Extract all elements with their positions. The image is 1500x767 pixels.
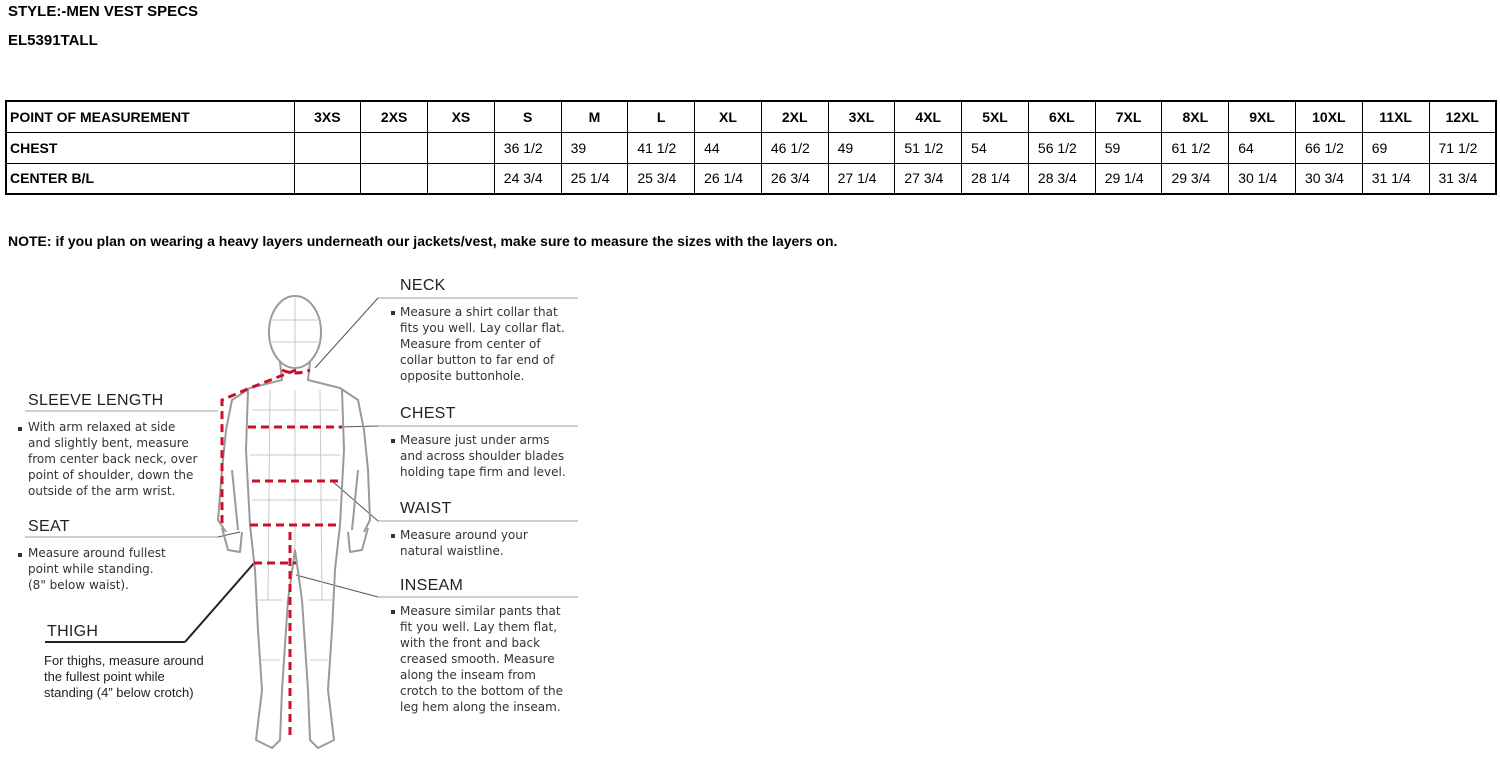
size-header: S: [494, 101, 561, 132]
size-header: L: [628, 101, 695, 132]
table-cell: [294, 132, 361, 163]
table-cell: 30 1/4: [1229, 163, 1296, 194]
size-header: 3XS: [294, 101, 361, 132]
sleeve-length-instructions: With arm relaxed at side and slightly bent, measure from center back neck, over point of shoulder, down the outside of the arm wrist.: [28, 420, 198, 498]
table-cell: 24 3/4: [494, 163, 561, 194]
inseam-heading: INSEAM: [400, 577, 464, 594]
chest-heading: CHEST: [400, 405, 456, 422]
table-cell: 61 1/2: [1162, 132, 1229, 163]
table-cell: 25 3/4: [628, 163, 695, 194]
inseam-bullet-icon: [391, 610, 395, 614]
size-header: 10XL: [1295, 101, 1362, 132]
size-header: 4XL: [895, 101, 962, 132]
table-cell: 46 1/2: [761, 132, 828, 163]
table-cell: 44: [695, 132, 762, 163]
size-header: 11XL: [1362, 101, 1429, 132]
table-cell: 30 3/4: [1295, 163, 1362, 194]
row-label: CHEST: [6, 132, 294, 163]
size-header: XL: [695, 101, 762, 132]
size-header: 2XS: [361, 101, 428, 132]
seat-bullet-icon: [18, 553, 22, 557]
table-cell: 25 1/4: [561, 163, 628, 194]
size-header: 7XL: [1095, 101, 1162, 132]
table-cell: [428, 132, 495, 163]
table-row-chest: [6, 132, 1496, 163]
size-header: 3XL: [828, 101, 895, 132]
size-header: 12XL: [1429, 101, 1496, 132]
table-cell: 27 3/4: [895, 163, 962, 194]
size-header: 6XL: [1028, 101, 1095, 132]
size-header: 9XL: [1229, 101, 1296, 132]
size-header: M: [561, 101, 628, 132]
table-cell: [428, 163, 495, 194]
waist-instructions: Measure around your natural waistline.: [400, 528, 528, 558]
table-cell: 69: [1362, 132, 1429, 163]
neck-bullet-icon: [391, 311, 395, 315]
sleeve-bullet-icon: [18, 427, 22, 431]
table-cell: [361, 163, 428, 194]
seat-instructions: Measure around fullest point while standing. (8" below waist).: [28, 546, 166, 592]
table-cell: 29 3/4: [1162, 163, 1229, 194]
table-cell: 39: [561, 132, 628, 163]
style-code: EL5391TALL: [8, 32, 98, 49]
neck-instructions: Measure a shirt collar that fits you well. Lay collar flat. Measure from center of collar button to far end of opposite buttonhole.: [400, 305, 565, 383]
corner-header: POINT OF MEASUREMENT: [6, 101, 294, 132]
table-cell: 71 1/2: [1429, 132, 1496, 163]
table-cell: 29 1/4: [1095, 163, 1162, 194]
table-cell: 49: [828, 132, 895, 163]
table-cell: 56 1/2: [1028, 132, 1095, 163]
table-cell: 36 1/2: [494, 132, 561, 163]
layering-note: NOTE: if you plan on wearing a heavy layers underneath our jackets/vest, make sure to measure the sizes with the layers on.: [8, 233, 838, 249]
size-spec-table: [5, 100, 1497, 195]
size-header: XS: [428, 101, 495, 132]
inseam-instructions: Measure similar pants that fit you well. Lay them flat, with the front and back creased smooth. Measure along the inseam from crotch to the bottom of the leg hem along the inseam.: [400, 604, 563, 714]
thigh-heading: THIGH: [47, 623, 99, 640]
size-header: 5XL: [962, 101, 1029, 132]
table-cell: 27 1/4: [828, 163, 895, 194]
table-cell: [294, 163, 361, 194]
table-cell: 26 1/4: [695, 163, 762, 194]
table-cell: 31 1/4: [1362, 163, 1429, 194]
table-cell: 66 1/2: [1295, 132, 1362, 163]
table-cell: 28 3/4: [1028, 163, 1095, 194]
size-header: 8XL: [1162, 101, 1229, 132]
chest-bullet-icon: [391, 439, 395, 443]
table-cell: 26 3/4: [761, 163, 828, 194]
table-cell: 51 1/2: [895, 132, 962, 163]
row-label: CENTER B/L: [6, 163, 294, 194]
table-cell: 59: [1095, 132, 1162, 163]
table-row-center-bl: [6, 163, 1496, 194]
seat-heading: SEAT: [28, 518, 70, 535]
style-title: STYLE:-MEN VEST SPECS: [8, 3, 199, 20]
waist-heading: WAIST: [400, 500, 452, 517]
table-cell: 54: [962, 132, 1029, 163]
table-cell: 41 1/2: [628, 132, 695, 163]
waist-bullet-icon: [391, 534, 395, 538]
neck-heading: NECK: [400, 277, 446, 294]
table-cell: 64: [1229, 132, 1296, 163]
chest-instructions: Measure just under arms and across shoulder blades holding tape firm and level.: [400, 433, 566, 479]
table-cell: [361, 132, 428, 163]
table-cell: 31 3/4: [1429, 163, 1496, 194]
sleeve-length-heading: SLEEVE LENGTH: [28, 392, 164, 409]
measurement-guide: [0, 270, 600, 767]
thigh-instructions: For thighs, measure around the fullest point while standing (4” below crotch): [44, 653, 204, 700]
table-cell: 28 1/4: [962, 163, 1029, 194]
table-header-row: [6, 101, 1496, 132]
size-header: 2XL: [761, 101, 828, 132]
